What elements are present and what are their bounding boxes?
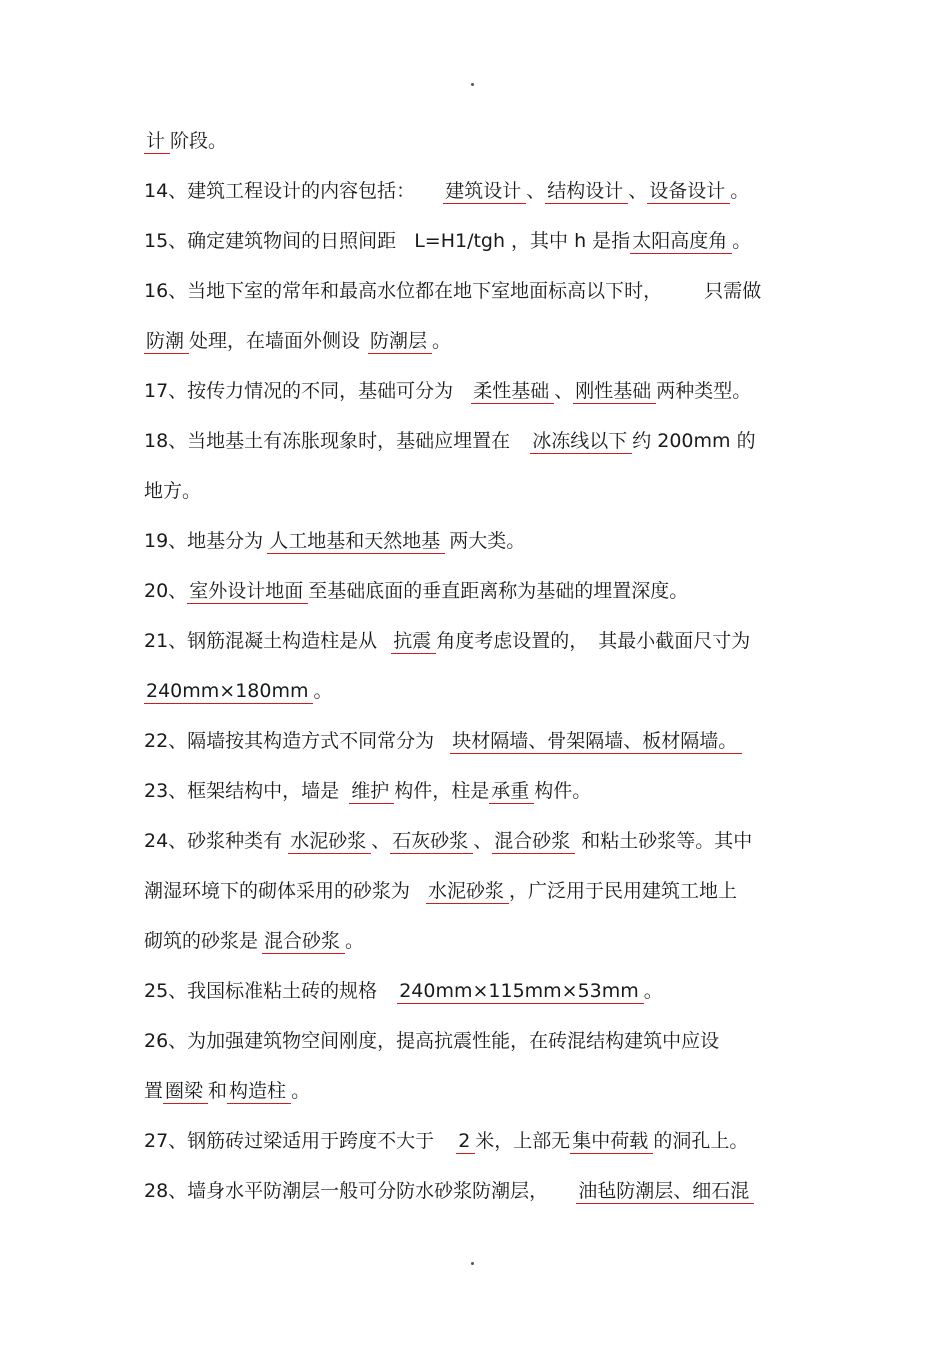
line-text: ，广泛用于民用建筑工地上 — [509, 880, 738, 902]
line-text: 。 — [732, 230, 752, 252]
line-text: 其最小截面尺寸为 — [598, 630, 751, 652]
line-text: 28、墙身水平防潮层一般可分防水砂浆防潮层， — [144, 1180, 549, 1202]
underlined-answer: 防潮层 — [368, 330, 432, 354]
line-text: 17、按传力情况的不同，基础可分为 — [144, 380, 454, 402]
line-text: 约 200mm 的 — [632, 430, 756, 452]
underlined-answer: 室外设计地面 — [187, 580, 308, 604]
line-text: 和 — [208, 1080, 228, 1102]
line-text: 。 — [643, 980, 663, 1002]
text-line — [144, 778, 824, 804]
underlined-answer: 水泥砂浆 — [426, 880, 509, 904]
line-text: 、 — [526, 180, 546, 202]
text-line — [144, 678, 824, 704]
line-text: 处理，在墙面外侧设 — [189, 330, 361, 352]
line-text: 。 — [432, 330, 452, 352]
text-line — [144, 578, 824, 604]
underlined-answer: 油毡防潮层、细石混 — [576, 1180, 754, 1204]
line-text: 24、砂浆种类有 — [144, 830, 283, 852]
line-text: 、 — [628, 180, 648, 202]
text-line — [144, 878, 824, 904]
underlined-answer: 冰冻线以下 — [530, 430, 632, 454]
text-line — [144, 478, 824, 504]
line-text: 16、当地下室的常年和最高水位都在地下室地面标高以下时， — [144, 280, 663, 302]
line-text: 22、隔墙按其构造方式不同常分为 — [144, 730, 435, 752]
underlined-answer: 2 — [456, 1130, 475, 1154]
line-text: 至基础底面的垂直距离称为基础的埋置深度。 — [308, 580, 689, 602]
line-text: 。 — [345, 930, 365, 952]
line-text: 两大类。 — [449, 530, 526, 552]
line-text: 角度考虑设置的， — [436, 630, 589, 652]
line-text: 23、框架结构中，墙是 — [144, 780, 340, 802]
text-line — [144, 1128, 824, 1154]
line-text: 的洞孔上。 — [653, 1130, 749, 1152]
text-line — [144, 828, 824, 854]
line-text: 25、我国标准粘土砖的规格 — [144, 980, 378, 1002]
underlined-answer: 构造柱 — [227, 1080, 291, 1104]
underlined-answer: 集中荷载 — [570, 1130, 653, 1154]
text-line — [144, 1178, 824, 1204]
text-line — [144, 178, 824, 204]
line-text: 、 — [473, 830, 493, 852]
underlined-answer: 承重 — [489, 780, 534, 804]
text-line — [144, 128, 824, 154]
line-text: 26、为加强建筑物空间刚度，提高抗震性能，在砖混结构建筑中应设 — [144, 1030, 720, 1052]
text-line — [144, 528, 824, 554]
page-dot-top — [471, 83, 474, 86]
line-text: 、 — [371, 830, 391, 852]
line-text: 构件。 — [534, 780, 592, 802]
underlined-answer: 水泥砂浆 — [288, 830, 371, 854]
line-text: 。 — [291, 1080, 311, 1102]
line-text: 。 — [313, 680, 333, 702]
text-line — [144, 278, 824, 304]
text-line — [144, 328, 824, 354]
line-text: 潮湿环境下的砌体采用的砂浆为 — [144, 880, 411, 902]
line-text: 米，上部无 — [475, 1130, 571, 1152]
text-line — [144, 928, 824, 954]
line-text: 21、钢筋混凝土构造柱是从 — [144, 630, 378, 652]
text-line — [144, 978, 824, 1004]
underlined-answer: 圈梁 — [163, 1080, 208, 1104]
text-line — [144, 1078, 824, 1104]
underlined-answer: 柔性基础 — [471, 380, 554, 404]
text-line — [144, 378, 824, 404]
line-text: 27、钢筋砖过梁适用于跨度不大于 — [144, 1130, 435, 1152]
underlined-answer: 设备设计 — [647, 180, 730, 204]
underlined-answer: 混合砂浆 — [492, 830, 575, 854]
text-line — [144, 228, 824, 254]
underlined-answer: 240mm×180mm — [144, 680, 313, 704]
underlined-answer: 抗震 — [391, 630, 436, 654]
line-text: 和粘土砂浆等。其中 — [581, 830, 753, 852]
line-text: 14、建筑工程设计的内容包括： — [144, 180, 416, 202]
line-text: 只需做 — [704, 280, 762, 302]
underlined-answer: 维护 — [349, 780, 394, 804]
text-line — [144, 428, 824, 454]
line-text: 地方。 — [144, 480, 202, 502]
line-text: 。 — [730, 180, 750, 202]
underlined-answer: 块材隔墙、骨架隔墙、板材隔墙。 — [450, 730, 742, 754]
underlined-answer: 太阳高度角 — [630, 230, 732, 254]
line-text: L=H1/tgh ，其中 h 是指 — [414, 230, 631, 252]
underlined-answer: 混合砂浆 — [262, 930, 345, 954]
text-line — [144, 1028, 824, 1054]
underlined-answer: 240mm×115mm×53mm — [397, 980, 644, 1004]
line-text: 两种类型。 — [656, 380, 752, 402]
line-text: 构件，柱是 — [394, 780, 490, 802]
underlined-answer: 建筑设计 — [443, 180, 526, 204]
text-line — [144, 628, 824, 654]
underlined-answer: 结构设计 — [545, 180, 628, 204]
underlined-answer: 防潮 — [144, 330, 189, 354]
underlined-answer: 刚性基础 — [573, 380, 656, 404]
line-text: 15、确定建筑物间的日照间距 — [144, 230, 397, 252]
underlined-answer: 计 — [144, 130, 170, 154]
line-text: 阶段。 — [170, 130, 228, 152]
underlined-answer: 人工地基和天然地基 — [267, 530, 445, 554]
line-text: 砌筑的砂浆是 — [144, 930, 259, 952]
line-text: 置 — [144, 1080, 164, 1102]
underlined-answer: 石灰砂浆 — [390, 830, 473, 854]
line-text: 、 — [554, 380, 574, 402]
page-dot-bottom — [471, 1262, 474, 1265]
line-text: 19、地基分为 — [144, 530, 264, 552]
text-line — [144, 728, 824, 754]
line-text: 20、 — [144, 580, 188, 602]
line-text: 18、当地基土有冻胀现象时，基础应埋置在 — [144, 430, 511, 452]
